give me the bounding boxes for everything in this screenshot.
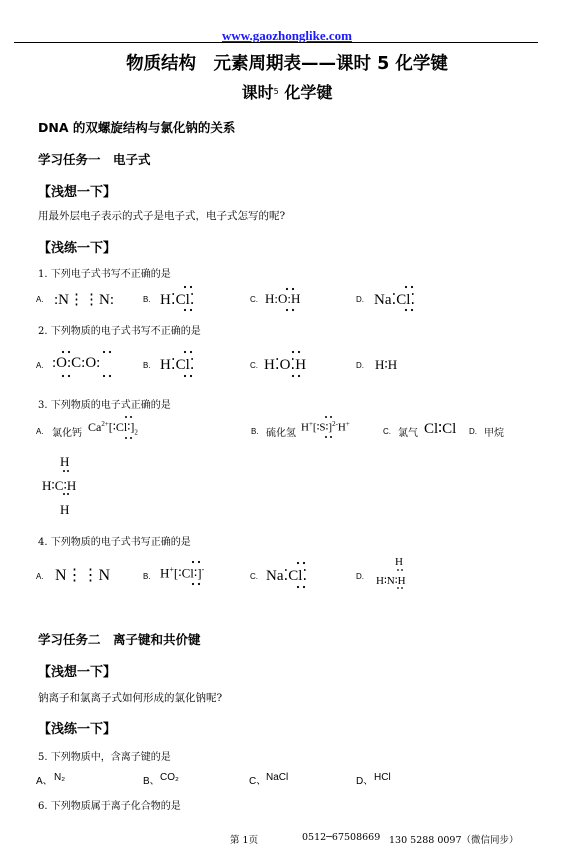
q4-b-lone-pairs <box>190 561 206 589</box>
q5-option-c-value: NaCl <box>266 772 289 783</box>
q5-option-b-label: B、 <box>143 776 160 787</box>
q4-option-b-formula: H+[∶Cl∶]- <box>160 565 205 581</box>
q1-b-lone-pairs <box>181 286 197 316</box>
q5-option-d-value: HCl <box>374 772 391 783</box>
q1-option-b-label: B. <box>143 295 151 304</box>
q1-d-lone-pairs <box>402 286 418 316</box>
page-title: 物质结构 元素周期表——课时 5 化学键 <box>126 54 448 74</box>
q2-option-a-formula: :O:C:O: <box>52 355 101 371</box>
task1-think-text: 用最外层电子表示的式子是电子式，电子式怎写的呢? <box>38 210 286 222</box>
q4-option-a-label: A. <box>36 572 44 581</box>
header-divider <box>14 42 538 43</box>
q2-b-lone-pairs <box>181 351 197 381</box>
q3-d-bond-pairs <box>62 470 70 500</box>
q4-c-lone-pairs <box>294 562 310 592</box>
q4-option-d-label: D. <box>356 572 364 581</box>
q3-option-d-name: 甲烷 <box>484 428 504 439</box>
q3-stem: 3. 下列物质的电子式正确的是 <box>38 400 171 411</box>
q3-option-b-label: B. <box>251 427 259 436</box>
q6-stem: 6. 下列物质属于离子化合物的是 <box>38 801 181 812</box>
q2-a-lone-pairs <box>60 351 124 381</box>
q3-a-lone-pairs <box>123 416 137 444</box>
q2-option-d-label: D. <box>356 361 364 370</box>
task1-practice-label: 【浅练一下】 <box>38 241 117 256</box>
q2-option-c-label: C. <box>250 361 258 370</box>
q1-option-b-formula: H⁚Cl⁚ <box>160 292 195 308</box>
q3-option-c-name: 氯气 <box>398 428 418 439</box>
task1-think-label: 【浅想一下】 <box>38 185 117 200</box>
q4-option-a-formula: N⋮⋮N <box>55 567 111 584</box>
q4-option-c-label: C. <box>250 572 258 581</box>
q3-b-lone-pairs <box>324 416 338 442</box>
footer-phone: 0512─67508669 <box>302 832 381 843</box>
q4-stem: 4. 下列物质的电子式书写正确的是 <box>38 537 191 548</box>
q1-c-lone-pairs <box>284 288 298 314</box>
q1-option-d-label: D. <box>356 295 364 304</box>
task1-heading: 学习任务一 电子式 <box>38 152 151 167</box>
q2-c-lone-pairs <box>290 351 306 381</box>
q3-option-b-name: 硫化氢 <box>266 428 296 439</box>
subtitle-number: 5 <box>273 87 279 96</box>
intro-heading: DNA 的双螺旋结构与氯化钠的关系 <box>38 120 236 135</box>
page-subtitle <box>0 80 574 103</box>
q5-option-d-label: D、 <box>356 776 374 787</box>
task2-practice-label: 【浅练一下】 <box>38 722 117 737</box>
q5-option-a-value: N₂ <box>54 772 66 783</box>
task2-think-label: 【浅想一下】 <box>38 665 117 680</box>
q1-option-a-formula: :N⋮⋮N: <box>54 292 114 308</box>
q5-option-c-label: C、 <box>249 776 267 787</box>
q3-option-b-formula: H+[∶S∶]$^{2-}$H+ <box>301 420 350 434</box>
q4-d-dots <box>396 569 404 591</box>
q2-option-c-formula: H⁚O⁚H <box>264 357 307 373</box>
q2-option-b-label: B. <box>143 361 151 370</box>
footer-mobile: 130 5288 0097（微信同步） <box>389 835 519 846</box>
task2-heading: 学习任务二 离子键和共价键 <box>38 632 201 647</box>
q1-stem: 1. 下列电子式书写不正确的是 <box>38 269 171 280</box>
q2-option-a-label: A. <box>36 361 44 370</box>
footer-page-number: 第 1页 <box>230 835 259 846</box>
q2-option-b-formula: H⁚Cl⁚ <box>160 357 195 373</box>
q1-option-c-label: C. <box>250 295 258 304</box>
q5-option-b-value: CO₂ <box>160 772 179 783</box>
task2-think-text: 钠离子和氯离子式如何形成的氯化钠呢? <box>38 692 223 704</box>
q3-option-a-formula: $Ca^{2+}[∶Cl∶]_2$ <box>88 420 138 437</box>
header-url-link[interactable]: www.gaozhonglike.com <box>222 28 352 43</box>
q3-option-d-label: D. <box>469 427 477 436</box>
q2-option-d-formula: H∶H <box>375 357 398 372</box>
q3-option-c-label: C. <box>383 427 391 436</box>
q3-option-a-name: 氯化钙 <box>52 428 82 439</box>
q5-option-a-label: A、 <box>36 776 53 787</box>
q2-stem: 2. 下列物质的电子式书写不正确的是 <box>38 326 201 337</box>
q4-option-c-formula: Na⁚Cl⁚ <box>266 568 308 584</box>
subtitle-prefix: 课时 <box>241 83 274 102</box>
subtitle-text: 化学键 <box>278 83 333 102</box>
q3-option-a-label: A. <box>36 427 44 436</box>
q5-stem: 5. 下列物质中，含离子键的是 <box>38 752 171 763</box>
q1-option-c-formula: H:O:H <box>265 291 301 306</box>
q4-option-b-label: B. <box>143 572 151 581</box>
q3-option-c-formula: Cl∶Cl <box>424 421 457 437</box>
q1-option-a-label: A. <box>36 295 44 304</box>
q1-option-d-formula: Na⁚Cl⁚ <box>374 292 416 308</box>
